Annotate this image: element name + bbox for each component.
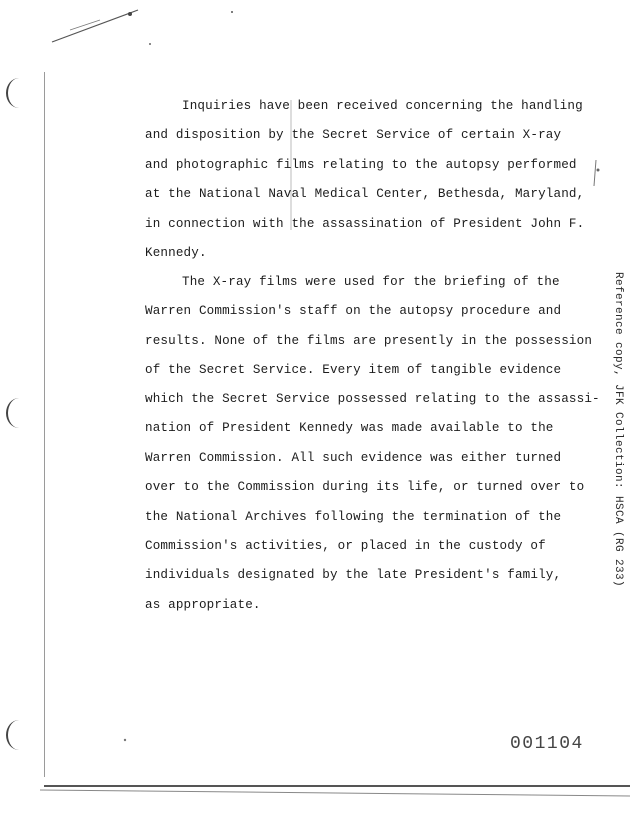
text-line: Commission's activities, or placed in the custody of <box>145 539 546 553</box>
text-line: nation of President Kennedy was made available to the <box>145 421 554 435</box>
document-number: 001104 <box>510 734 584 754</box>
text-line: the National Archives following the termination of the <box>145 510 562 524</box>
text-line: Inquiries have been received concerning the handling <box>182 99 583 113</box>
text-line: at the National Naval Medical Center, Bethesda, Maryland, <box>145 187 585 201</box>
binder-hole-mark <box>6 398 32 428</box>
text-line: as appropriate. <box>145 598 261 612</box>
text-line: and disposition by the Secret Service of certain X-ray <box>145 128 562 142</box>
text-line: Warren Commission. All such evidence was either turned <box>145 451 562 465</box>
page-bottom-line <box>44 785 630 787</box>
text-line: over to the Commission during its life, or turned over to <box>145 480 585 494</box>
text-line: Warren Commission's staff on the autopsy procedure and <box>145 304 562 318</box>
binder-hole-mark <box>6 78 32 108</box>
text-line: individuals designated by the late President's family, <box>145 568 562 582</box>
page-edge-line <box>44 72 45 777</box>
binder-hole-mark <box>6 720 32 750</box>
reference-stamp: Reference copy, JFK Collection: HSCA (RG 233) <box>612 272 624 588</box>
text-line: in connection with the assassination of President John F. <box>145 217 585 231</box>
text-line: results. None of the films are presently in the possession <box>145 334 593 348</box>
text-line: which the Secret Service possessed relating to the assassi- <box>145 392 600 406</box>
text-line: and photographic films relating to the autopsy performed <box>145 158 577 172</box>
text-line: The X-ray films were used for the briefing of the <box>182 275 560 289</box>
text-line: of the Secret Service. Every item of tangible evidence <box>145 363 562 377</box>
text-line: Kennedy. <box>145 246 207 260</box>
